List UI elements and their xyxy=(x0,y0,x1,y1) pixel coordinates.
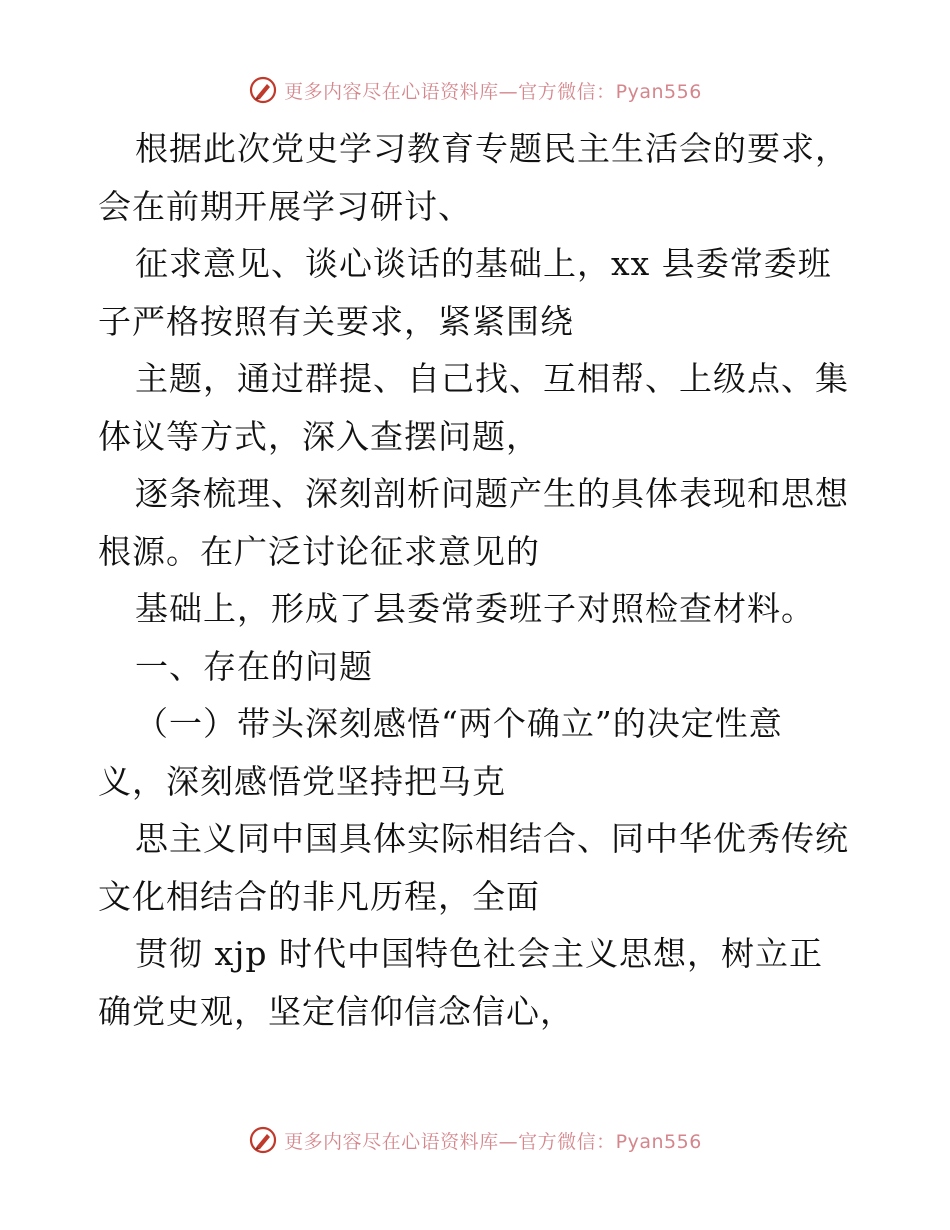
text-line: 确党史观，坚定信仰信念信心， xyxy=(98,991,574,1031)
text-line: 会在前期开展学习研讨、 xyxy=(98,186,472,226)
text-line: 一、存在的问题 xyxy=(135,646,373,686)
text-line: 贯彻 xjp 时代中国特色社会主义思想，树立正 xyxy=(135,934,823,973)
pen-logo-icon xyxy=(248,75,278,105)
pen-logo-icon xyxy=(248,1125,278,1155)
header-watermark xyxy=(0,72,950,108)
text-line: 文化相结合的非凡历程，全面 xyxy=(98,876,540,916)
text-line: 根据此次党史学习教育专题民主生活会的要求， xyxy=(135,129,849,168)
text-line: （一）带头深刻感悟“两个确立”的决定性意 xyxy=(135,704,783,743)
text-line: 体议等方式，深入查摆问题， xyxy=(98,416,540,456)
text-line: 子严格按照有关要求，紧紧围绕 xyxy=(98,301,574,341)
text-line: 基础上，形成了县委常委班子对照检查材料。 xyxy=(135,589,815,628)
footer-watermark-text: 更多内容尽在心语资料库—官方微信：Pyan556 xyxy=(284,1130,702,1153)
text-line: 主题，通过群提、自己找、互相帮、上级点、集 xyxy=(135,359,849,398)
document-body xyxy=(98,120,858,1040)
text-line: 思主义同中国具体实际相结合、同中华优秀传统 xyxy=(135,819,849,858)
text-line: 义，深刻感悟党坚持把马克 xyxy=(98,761,506,801)
footer-watermark xyxy=(0,1122,950,1158)
header-watermark-text: 更多内容尽在心语资料库—官方微信：Pyan556 xyxy=(284,80,702,103)
text-line: 根源。在广泛讨论征求意见的 xyxy=(98,531,540,571)
text-line: 征求意见、谈心谈话的基础上，xx 县委常委班 xyxy=(135,244,832,283)
text-line: 逐条梳理、深刻剖析问题产生的具体表现和思想 xyxy=(135,474,849,513)
